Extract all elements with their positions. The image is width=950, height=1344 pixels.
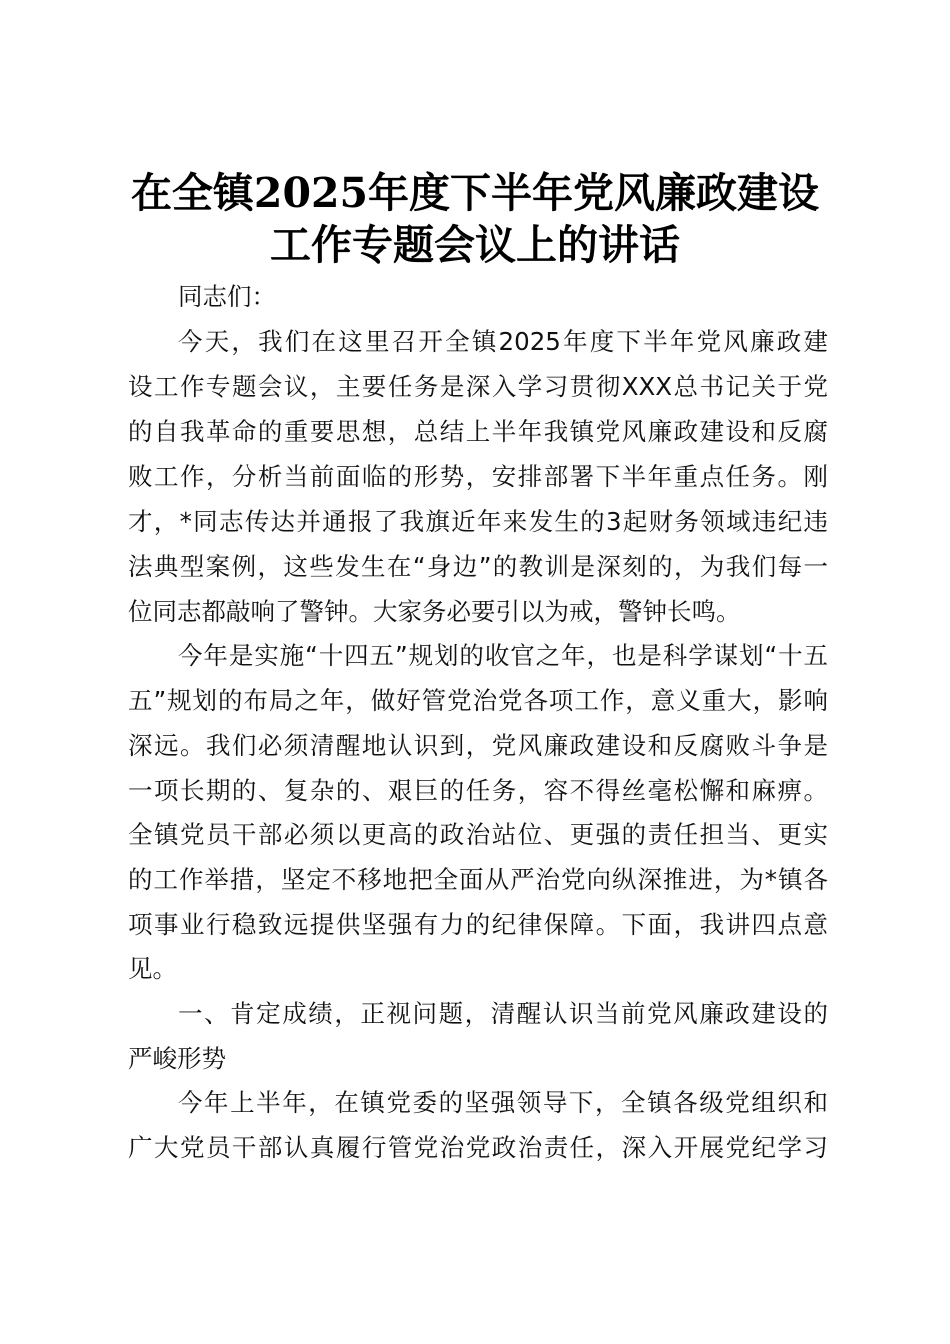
paragraph-3-line: 今年上半年，在镇党委的坚强领导下，全镇各级党组织和 <box>178 1088 828 1117</box>
paragraph-3-line: 广大党员干部认真履行管党治党政治责任，深入开展党纪学习 <box>128 1133 828 1162</box>
paragraph-2-line: 的工作举措，坚定不移地把全面从严治党向纵深推进，为*镇各 <box>128 865 828 894</box>
section-heading-line: 一、肯定成绩，正视问题，清醒认识当前党风廉政建设的 <box>178 999 828 1028</box>
paragraph-1-line: 设工作专题会议，主要任务是深入学习贯彻XXX总书记关于党 <box>128 372 828 401</box>
document-title-line-2: 工作专题会议上的讲话 <box>270 221 680 269</box>
paragraph-2-line: 五”规划的布局之年，做好管党治党各项工作，意义重大，影响 <box>128 686 828 715</box>
paragraph-2-line: 项事业行稳致远提供坚强有力的纪律保障。下面，我讲四点意 <box>128 910 828 939</box>
paragraph-1-line: 今天，我们在这里召开全镇2025年度下半年党风廉政建 <box>178 327 828 356</box>
paragraph-2-line: 一项长期的、复杂的、艰巨的任务，容不得丝毫松懈和麻痹。 <box>128 776 828 805</box>
section-heading-line: 严峻形势 <box>128 1044 226 1073</box>
paragraph-2-line: 全镇党员干部必须以更高的政治站位、更强的责任担当、更实 <box>128 820 828 849</box>
salutation: 同志们： <box>178 282 276 311</box>
paragraph-2-line: 见。 <box>128 954 177 983</box>
paragraph-1-line: 法典型案例，这些发生在“身边”的教训是深刻的，为我们每一 <box>128 552 828 581</box>
paragraph-1-line: 才，*同志传达并通报了我旗近年来发生的3起财务领域违纪违 <box>128 507 828 536</box>
paragraph-1-line: 位同志都敲响了警钟。大家务必要引以为戒，警钟长鸣。 <box>128 597 741 626</box>
paragraph-1-line: 败工作，分析当前面临的形势，安排部署下半年重点任务。刚 <box>128 462 828 491</box>
paragraph-1-line: 的自我革命的重要思想，总结上半年我镇党风廉政建设和反腐 <box>128 417 828 446</box>
document-title-line-1: 在全镇2025年度下半年党风廉政建设 <box>130 169 820 217</box>
paragraph-2-line: 深远。我们必须清醒地认识到，党风廉政建设和反腐败斗争是 <box>128 731 828 760</box>
paragraph-2-line: 今年是实施“十四五”规划的收官之年，也是科学谋划“十五 <box>178 641 828 670</box>
